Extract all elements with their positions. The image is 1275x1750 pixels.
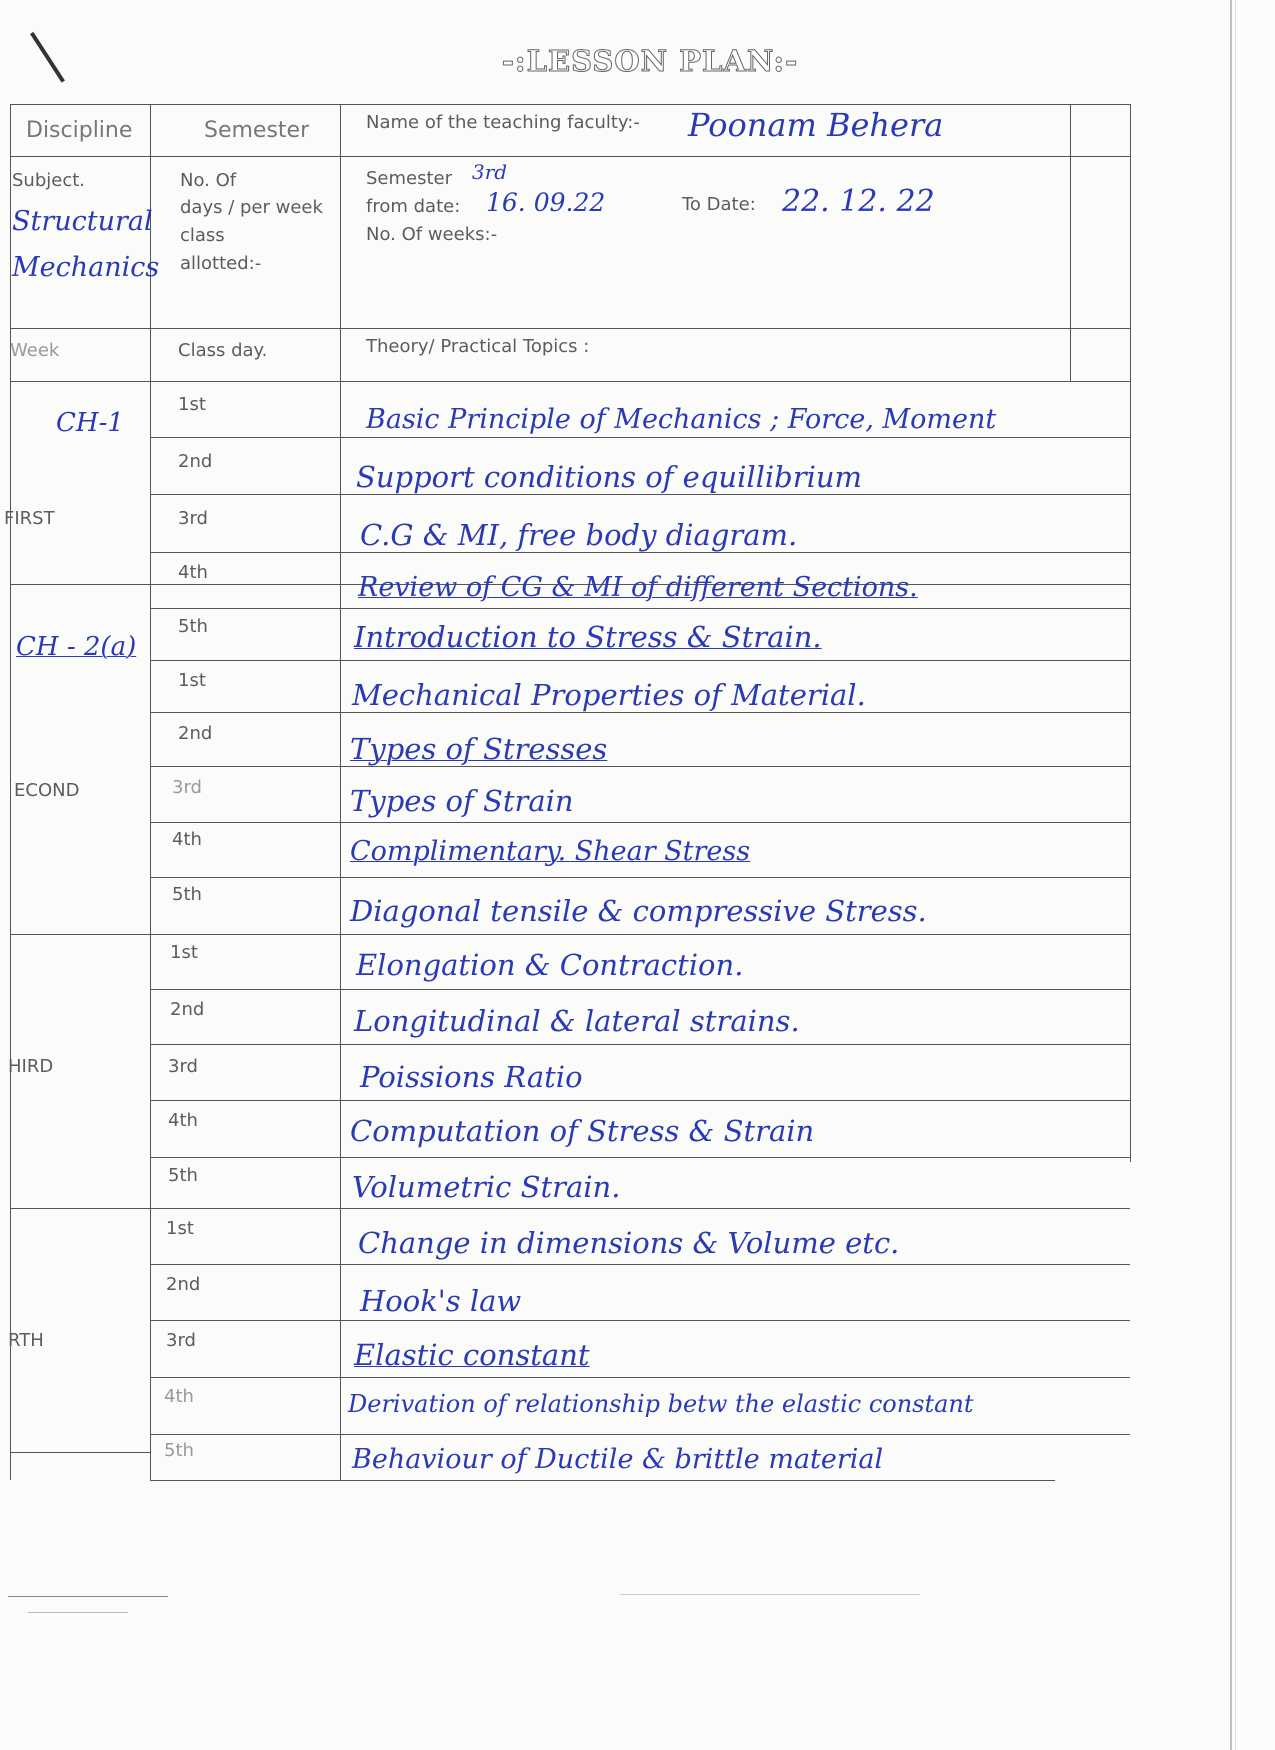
table-border xyxy=(10,104,1130,105)
table-border xyxy=(150,822,1130,823)
subject-label: Subject. xyxy=(12,170,86,191)
chapter-mark: CH - 2(a) xyxy=(16,632,137,662)
to-date-value: 22. 12. 22 xyxy=(782,184,935,219)
page-edge-line xyxy=(1230,0,1232,1750)
table-border xyxy=(150,712,1130,713)
topics-column-header: Theory/ Practical Topics : xyxy=(366,336,590,357)
topic: Diagonal tensile & compressive Stress. xyxy=(350,894,927,928)
topic: Review of CG & MI of different Sections. xyxy=(358,572,918,603)
table-border xyxy=(150,1320,1130,1321)
table-border xyxy=(1130,104,1131,1162)
table-border xyxy=(1070,104,1071,382)
table-border xyxy=(150,437,1130,438)
table-border xyxy=(150,660,1130,661)
chapter-mark: CH-1 xyxy=(56,408,124,438)
table-border xyxy=(10,1208,1130,1209)
days-label: allotted:- xyxy=(180,253,262,274)
class-day: 4th xyxy=(168,1110,198,1131)
table-border xyxy=(150,552,1130,553)
from-date-label: from date: xyxy=(366,196,461,217)
subject-value: Mechanics xyxy=(12,252,160,283)
class-day: 4th xyxy=(172,829,202,850)
topic: Poissions Ratio xyxy=(360,1060,583,1094)
table-border xyxy=(10,104,11,1480)
table-border xyxy=(150,1480,1055,1481)
topic: Complimentary. Shear Stress xyxy=(350,836,751,867)
topic: Elastic constant xyxy=(354,1338,590,1372)
table-border xyxy=(10,156,1130,157)
table-border xyxy=(150,766,1130,767)
class-day: 4th xyxy=(178,562,208,583)
week-label: ECOND xyxy=(14,780,80,801)
topic: Computation of Stress & Strain xyxy=(350,1114,815,1148)
topic: Hook's law xyxy=(360,1284,522,1318)
week-label: FIRST xyxy=(4,508,55,529)
scan-mark xyxy=(8,1596,168,1597)
class-day: 2nd xyxy=(170,999,205,1020)
table-border xyxy=(150,1100,1130,1101)
table-border xyxy=(150,989,1130,990)
table-border xyxy=(150,877,1130,878)
table-border xyxy=(150,104,151,1480)
pen-mark xyxy=(30,32,65,83)
days-label: class xyxy=(180,225,225,246)
table-border xyxy=(150,608,1130,609)
weeks-label: No. Of weeks:- xyxy=(366,224,498,245)
table-border xyxy=(10,1452,150,1453)
class-day-column-header: Class day. xyxy=(178,340,268,361)
table-border xyxy=(150,1434,1130,1435)
page-title: -:LESSON PLAN:- xyxy=(501,44,799,78)
table-border xyxy=(10,328,1130,329)
scan-mark xyxy=(620,1594,920,1595)
class-day: 5th xyxy=(178,616,208,637)
table-border xyxy=(150,494,1130,495)
table-border xyxy=(10,381,1130,382)
class-day: 1st xyxy=(178,394,206,415)
topic: Types of Strain xyxy=(350,784,574,818)
topic: Elongation & Contraction. xyxy=(356,948,744,982)
class-day: 1st xyxy=(178,670,206,691)
faculty-name: Poonam Behera xyxy=(688,106,944,144)
class-day: 5th xyxy=(172,884,202,905)
topic: Support conditions of equillibrium xyxy=(356,460,863,494)
topic: Volumetric Strain. xyxy=(352,1170,621,1204)
class-day: 5th xyxy=(168,1165,198,1186)
scan-mark xyxy=(28,1612,128,1613)
class-day: 2nd xyxy=(178,451,213,472)
topic: Introduction to Stress & Strain. xyxy=(354,620,822,654)
class-day: 1st xyxy=(170,942,198,963)
semester-header-label: Semester xyxy=(204,118,310,143)
class-day: 3rd xyxy=(178,508,208,529)
discipline-label: Discipline xyxy=(26,118,133,143)
topic: Behaviour of Ductile & brittle material xyxy=(352,1444,884,1475)
topic: Longitudinal & lateral strains. xyxy=(354,1004,800,1038)
class-day: 5th xyxy=(164,1440,194,1461)
week-label: RTH xyxy=(8,1330,44,1351)
table-border xyxy=(10,934,1130,935)
days-label: days / per week xyxy=(180,197,323,218)
table-border xyxy=(340,104,341,1480)
week-label: HIRD xyxy=(8,1056,54,1077)
topic: Change in dimensions & Volume etc. xyxy=(358,1226,900,1260)
topic: Types of Stresses xyxy=(350,732,608,766)
class-day: 3rd xyxy=(168,1056,198,1077)
semester-label: Semester xyxy=(366,168,453,189)
days-label: No. Of xyxy=(180,170,237,191)
class-day: 1st xyxy=(166,1218,194,1239)
subject-value: Structural xyxy=(12,206,153,237)
class-day: 2nd xyxy=(166,1274,201,1295)
faculty-label: Name of the teaching faculty:- xyxy=(366,112,640,133)
topic: Basic Principle of Mechanics ; Force, Moment xyxy=(366,404,997,435)
topic: Mechanical Properties of Material. xyxy=(352,678,866,712)
to-date-label: To Date: xyxy=(682,194,756,215)
table-border xyxy=(150,1264,1130,1265)
semester-value: 3rd xyxy=(472,160,508,184)
table-border xyxy=(150,1377,1130,1378)
class-day: 3rd xyxy=(172,777,202,798)
class-day: 3rd xyxy=(166,1330,196,1351)
week-column-header: Week xyxy=(10,340,60,361)
topic: C.G & MI, free body diagram. xyxy=(360,518,798,552)
table-border xyxy=(150,1044,1130,1045)
topic: Derivation of relationship betw the elastic constant xyxy=(348,1390,974,1418)
table-border xyxy=(150,1157,1130,1158)
page-edge-line xyxy=(1235,0,1236,1750)
class-day: 4th xyxy=(164,1386,194,1407)
from-date-value: 16. 09.22 xyxy=(486,188,606,217)
class-day: 2nd xyxy=(178,723,213,744)
